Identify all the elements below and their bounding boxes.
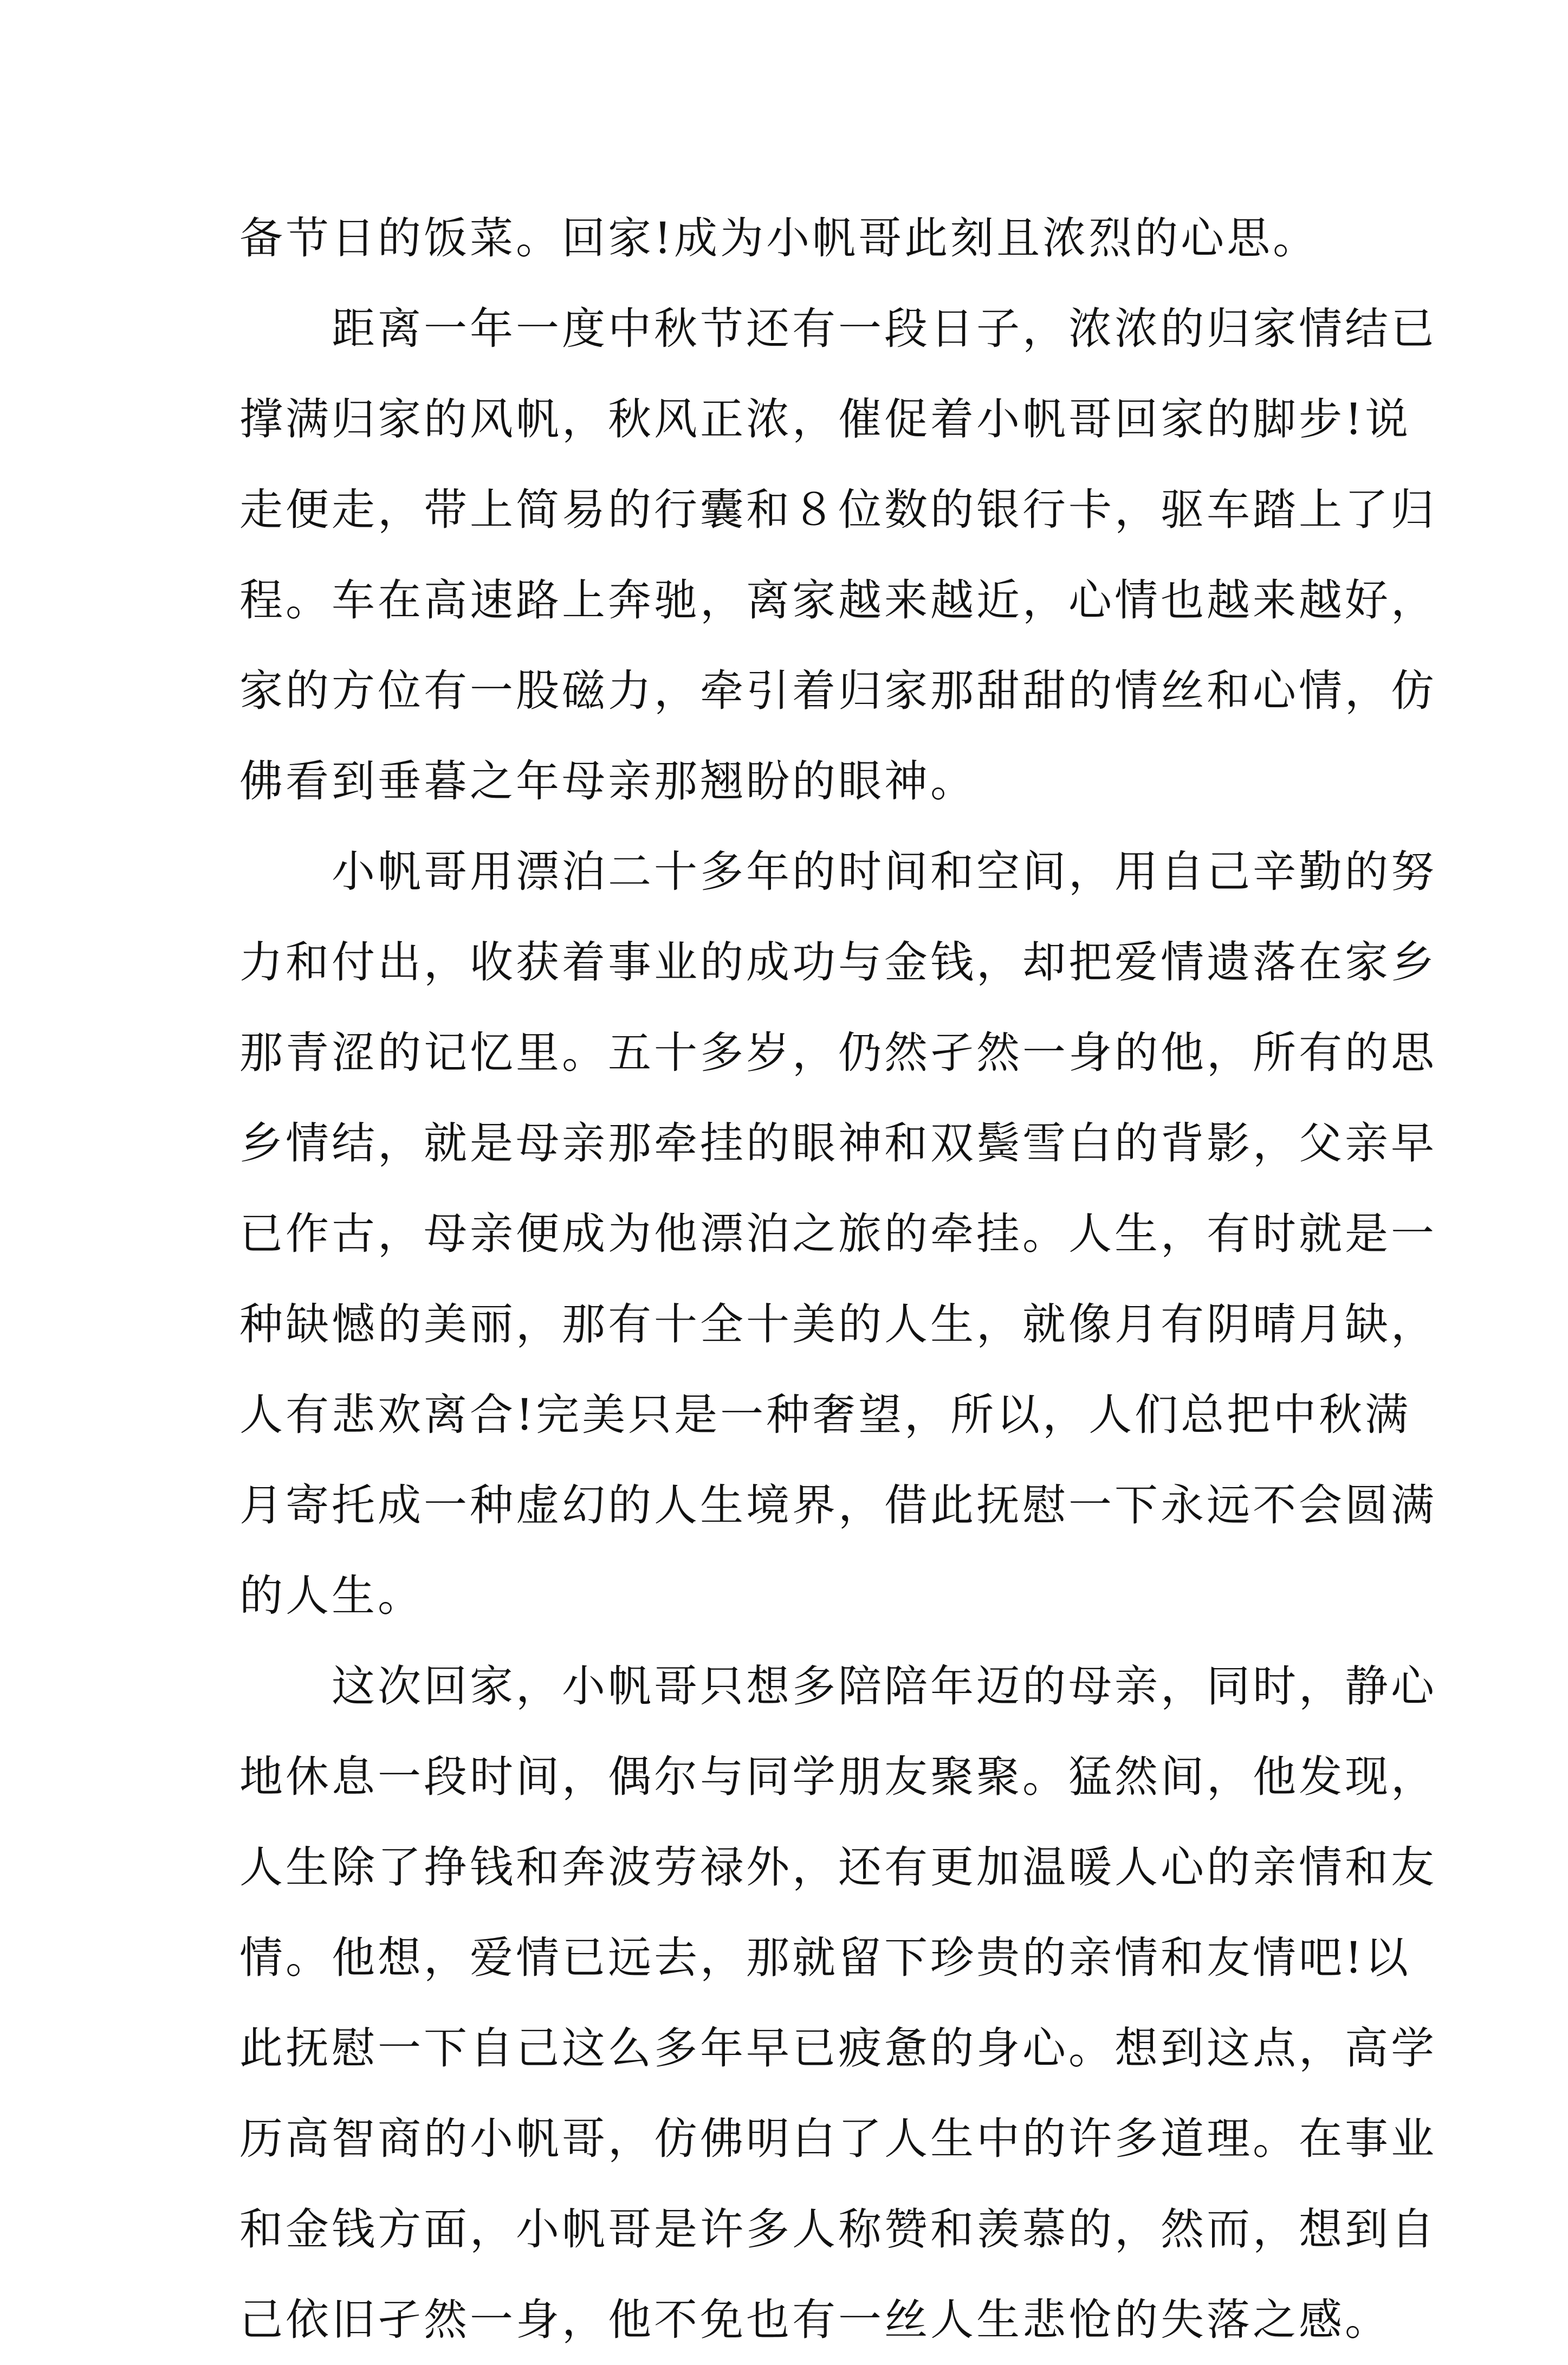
paragraph-line: 那青涩的记忆里。五十多岁，仍然孑然一身的他，所有的思 xyxy=(239,1028,1437,1078)
paragraph-line: 已作古，母亲便成为他漂泊之旅的牵挂。人生，有时就是一 xyxy=(239,1209,1437,1259)
paragraph-line: 的人生。 xyxy=(239,1571,424,1621)
document-body xyxy=(239,193,1437,2365)
paragraph-line: 种缺憾的美丽，那有十全十美的人生，就像月有阴晴月缺， xyxy=(239,1299,1437,1349)
paragraph-line: 小帆哥用漂泊二十多年的时间和空间，用自己辛勤的努 xyxy=(332,847,1437,897)
paragraph-2 xyxy=(239,283,1437,826)
paragraph-line: 人生除了挣钱和奔波劳禄外，还有更加温暖人心的亲情和友 xyxy=(239,1842,1437,1892)
paragraph-3 xyxy=(239,826,1437,1641)
paragraph-line: 历高智商的小帆哥，仿佛明白了人生中的许多道理。在事业 xyxy=(239,2114,1437,2164)
paragraph-line: 和金钱方面，小帆哥是许多人称赞和羡慕的，然而，想到自 xyxy=(239,2204,1437,2254)
paragraph-line: 人有悲欢离合!完美只是一种奢望，所以，人们总把中秋满 xyxy=(239,1390,1411,1440)
paragraph-line: 距离一年一度中秋节还有一段日子，浓浓的归家情结已 xyxy=(332,303,1437,354)
paragraph-line: 月寄托成一种虚幻的人生境界，借此抚慰一下永远不会圆满 xyxy=(239,1480,1437,1530)
paragraph-line: 力和付出，收获着事业的成功与金钱，却把爱情遗落在家乡 xyxy=(239,937,1437,987)
paragraph-4 xyxy=(239,1641,1437,2365)
paragraph-line: 佛看到垂暮之年母亲那翘盼的眼神。 xyxy=(239,756,976,806)
paragraph-line: 此抚慰一下自己这么多年早已疲惫的身心。想到这点，高学 xyxy=(239,2023,1437,2073)
paragraph-line: 走便走，带上简易的行囊和８位数的银行卡，驱车踏上了归 xyxy=(239,484,1437,535)
paragraph-line: 地休息一段时间，偶尔与同学朋友聚聚。猛然间，他发现， xyxy=(239,1752,1437,1802)
paragraph-line: 备节日的饭菜。回家!成为小帆哥此刻且浓烈的心思。 xyxy=(239,213,1319,263)
paragraph-line: 家的方位有一股磁力，牵引着归家那甜甜的情丝和心情，仿 xyxy=(239,665,1437,716)
paragraph-line: 己依旧孑然一身，他不免也有一丝人生悲怆的失落之感。 xyxy=(239,2295,1391,2345)
paragraph-line: 情。他想，爱情已远去，那就留下珍贵的亲情和友情吧!以 xyxy=(239,1933,1411,1983)
paragraph-line: 程。车在高速路上奔驰，离家越来越近，心情也越来越好， xyxy=(239,575,1437,625)
paragraph-line: 撑满归家的风帆，秋风正浓，催促着小帆哥回家的脚步!说 xyxy=(239,394,1411,444)
paragraph-line: 乡情结，就是母亲那牵挂的眼神和双鬓雪白的背影，父亲早 xyxy=(239,1118,1437,1168)
paragraph-line: 这次回家，小帆哥只想多陪陪年迈的母亲，同时，静心 xyxy=(332,1661,1437,1711)
paragraph-1 xyxy=(239,193,1329,283)
